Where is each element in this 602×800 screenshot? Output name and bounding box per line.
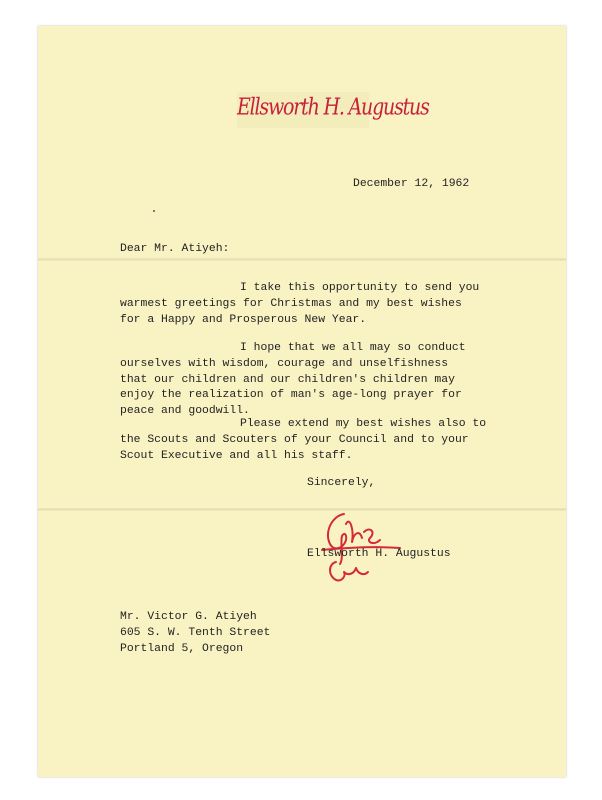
paragraph-line: I take this opportunity to send you — [240, 282, 480, 294]
letter-paper — [38, 26, 566, 777]
addressee-line: 605 S. W. Tenth Street — [120, 626, 271, 639]
addressee-line: Portland 5, Oregon — [120, 642, 244, 655]
body-paragraph-1 — [120, 281, 479, 328]
closing: Sincerely, — [307, 477, 376, 489]
body-paragraph-3 — [120, 417, 486, 464]
ink-speck — [153, 210, 155, 212]
paragraph-line: I hope that we all may so conduct — [240, 342, 466, 354]
paragraph-line: ourselves with wisdom, courage and unselfishness — [120, 357, 449, 370]
letterhead-emboss — [237, 92, 429, 128]
letterhead-name: Ellsworth H. Augustus — [237, 93, 429, 121]
addressee-line: Mr. Victor G. Atiyeh — [120, 611, 257, 623]
paragraph-line: that our children and our children's children may — [120, 373, 455, 386]
paragraph-line: Scout Executive and all his staff. — [120, 449, 353, 462]
paragraph-line: the Scouts and Scouters of your Council and to your — [120, 433, 469, 446]
fold-crease — [38, 508, 566, 511]
addressee-block — [120, 610, 270, 657]
paragraph-line: peace and goodwill. — [120, 405, 250, 418]
paragraph-line: for a Happy and Prosperous New Year. — [120, 313, 367, 326]
paragraph-line: warmest greetings for Christmas and my best wishes — [120, 297, 462, 310]
paragraph-line: enjoy the realization of man's age-long prayer for — [120, 389, 462, 402]
paragraph-line: Please extend my best wishes also to — [240, 418, 487, 430]
signer-name: Ellsworth H. Augustus — [307, 548, 451, 560]
body-paragraph-2 — [120, 341, 466, 420]
fold-crease — [38, 258, 566, 261]
salutation: Dear Mr. Atiyeh: — [120, 243, 230, 255]
letter-date: December 12, 1962 — [353, 178, 470, 190]
